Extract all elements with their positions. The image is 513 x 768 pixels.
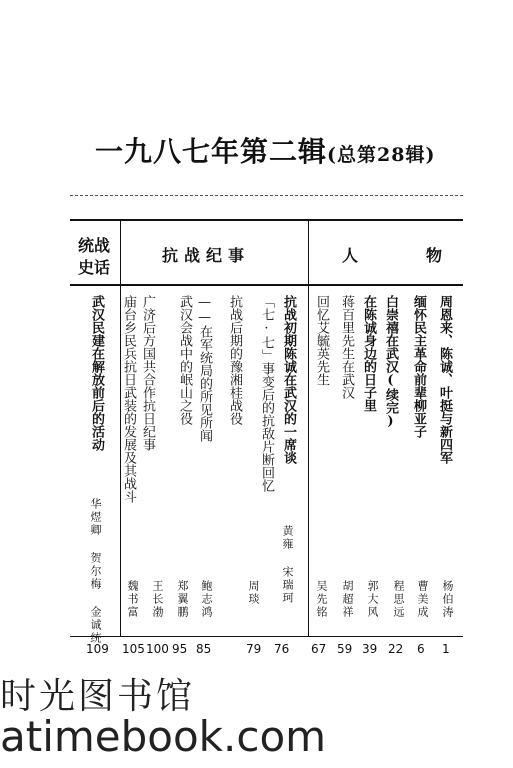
- entry-author: 周琰: [247, 580, 260, 606]
- entry-author: 华煜卿 贺尔梅 金诚统: [89, 498, 102, 645]
- entry-author: 郑翼鹏: [176, 580, 189, 619]
- entry-page: 67: [311, 642, 327, 656]
- entry-title: 缅怀民主革命前辈柳亚子: [411, 295, 426, 438]
- entry-page: 22: [388, 642, 404, 656]
- entry-page: 6: [417, 642, 425, 656]
- section-header-kangzhan: 抗战纪事: [162, 246, 251, 265]
- entry-author: 王长渤: [151, 580, 164, 619]
- entry-page: 59: [337, 642, 353, 656]
- watermark-url: atimebook.com: [0, 712, 327, 761]
- entry-title: 蒋百里先生在武汉: [339, 295, 354, 399]
- entry-page: 1: [442, 642, 450, 656]
- entry-author: 吴先铭: [315, 580, 328, 619]
- entry-title: 武汉会战中的岷山之役: [177, 295, 192, 425]
- entry-title: ——在军统局的所见所闻: [197, 295, 212, 442]
- entry-page: 109: [86, 642, 109, 656]
- entry-title: 回忆艾毓英先生: [314, 295, 329, 386]
- entry-title: 周恩来、陈诚、叶挺与新四军: [437, 295, 452, 464]
- volume-title: [95, 130, 435, 170]
- entry-title: 抗战初期陈诚在武汉的一席谈: [281, 295, 296, 464]
- volume-title-main: 一九八七年第二辑: [95, 135, 328, 168]
- entry-title: 白崇禧在武汉(续完): [383, 295, 398, 429]
- section-divider-2: [308, 219, 309, 636]
- watermark-chinese: 时光图书馆: [0, 676, 196, 717]
- entry-author: 杨伯涛: [441, 580, 454, 619]
- entry-page: 39: [362, 642, 378, 656]
- toc-header-top-rule: [70, 219, 463, 221]
- entry-title: 武汉民建在解放前后的活动: [89, 295, 104, 451]
- entry-author: 曹美成: [416, 580, 429, 619]
- entry-author: 魏书富: [126, 580, 139, 619]
- entry-title: 广济后方国共合作抗日纪事: [140, 295, 155, 451]
- toc-top-border: [70, 195, 463, 197]
- entry-author: 黄雍 宋瑞珂: [281, 525, 294, 605]
- entry-author: 郭大风: [366, 580, 379, 619]
- entry-title: 抗战后期的豫湘桂战役: [227, 295, 242, 425]
- toc-bottom-rule: [70, 636, 463, 637]
- entry-page: 105: [122, 642, 145, 656]
- entry-author: 鲍志鸿: [200, 580, 213, 619]
- entry-page: 100: [146, 642, 169, 656]
- section-header-tongzhan-line1: 统战: [78, 236, 111, 255]
- entry-author: 程思远: [392, 580, 405, 619]
- entry-page: 95: [172, 642, 188, 656]
- entry-title: 「七·七」事变后的抗敌片断回忆: [259, 295, 274, 492]
- entry-page: 85: [196, 642, 212, 656]
- table-of-contents: [70, 195, 463, 663]
- entry-author: 胡超祥: [341, 580, 354, 619]
- section-header-tongzhan-line2: 史话: [78, 258, 111, 277]
- section-header-renwu: 人 物: [342, 246, 455, 265]
- entry-title: 在陈诚身边的日子里: [361, 295, 376, 412]
- volume-title-sub: (总第28辑): [327, 144, 436, 166]
- entry-page: 79: [246, 642, 262, 656]
- toc-header-bottom-rule: [70, 284, 463, 286]
- entry-title: 庙台乡民兵抗日武装的发展及其战斗: [121, 295, 136, 503]
- entry-page: 76: [274, 642, 290, 656]
